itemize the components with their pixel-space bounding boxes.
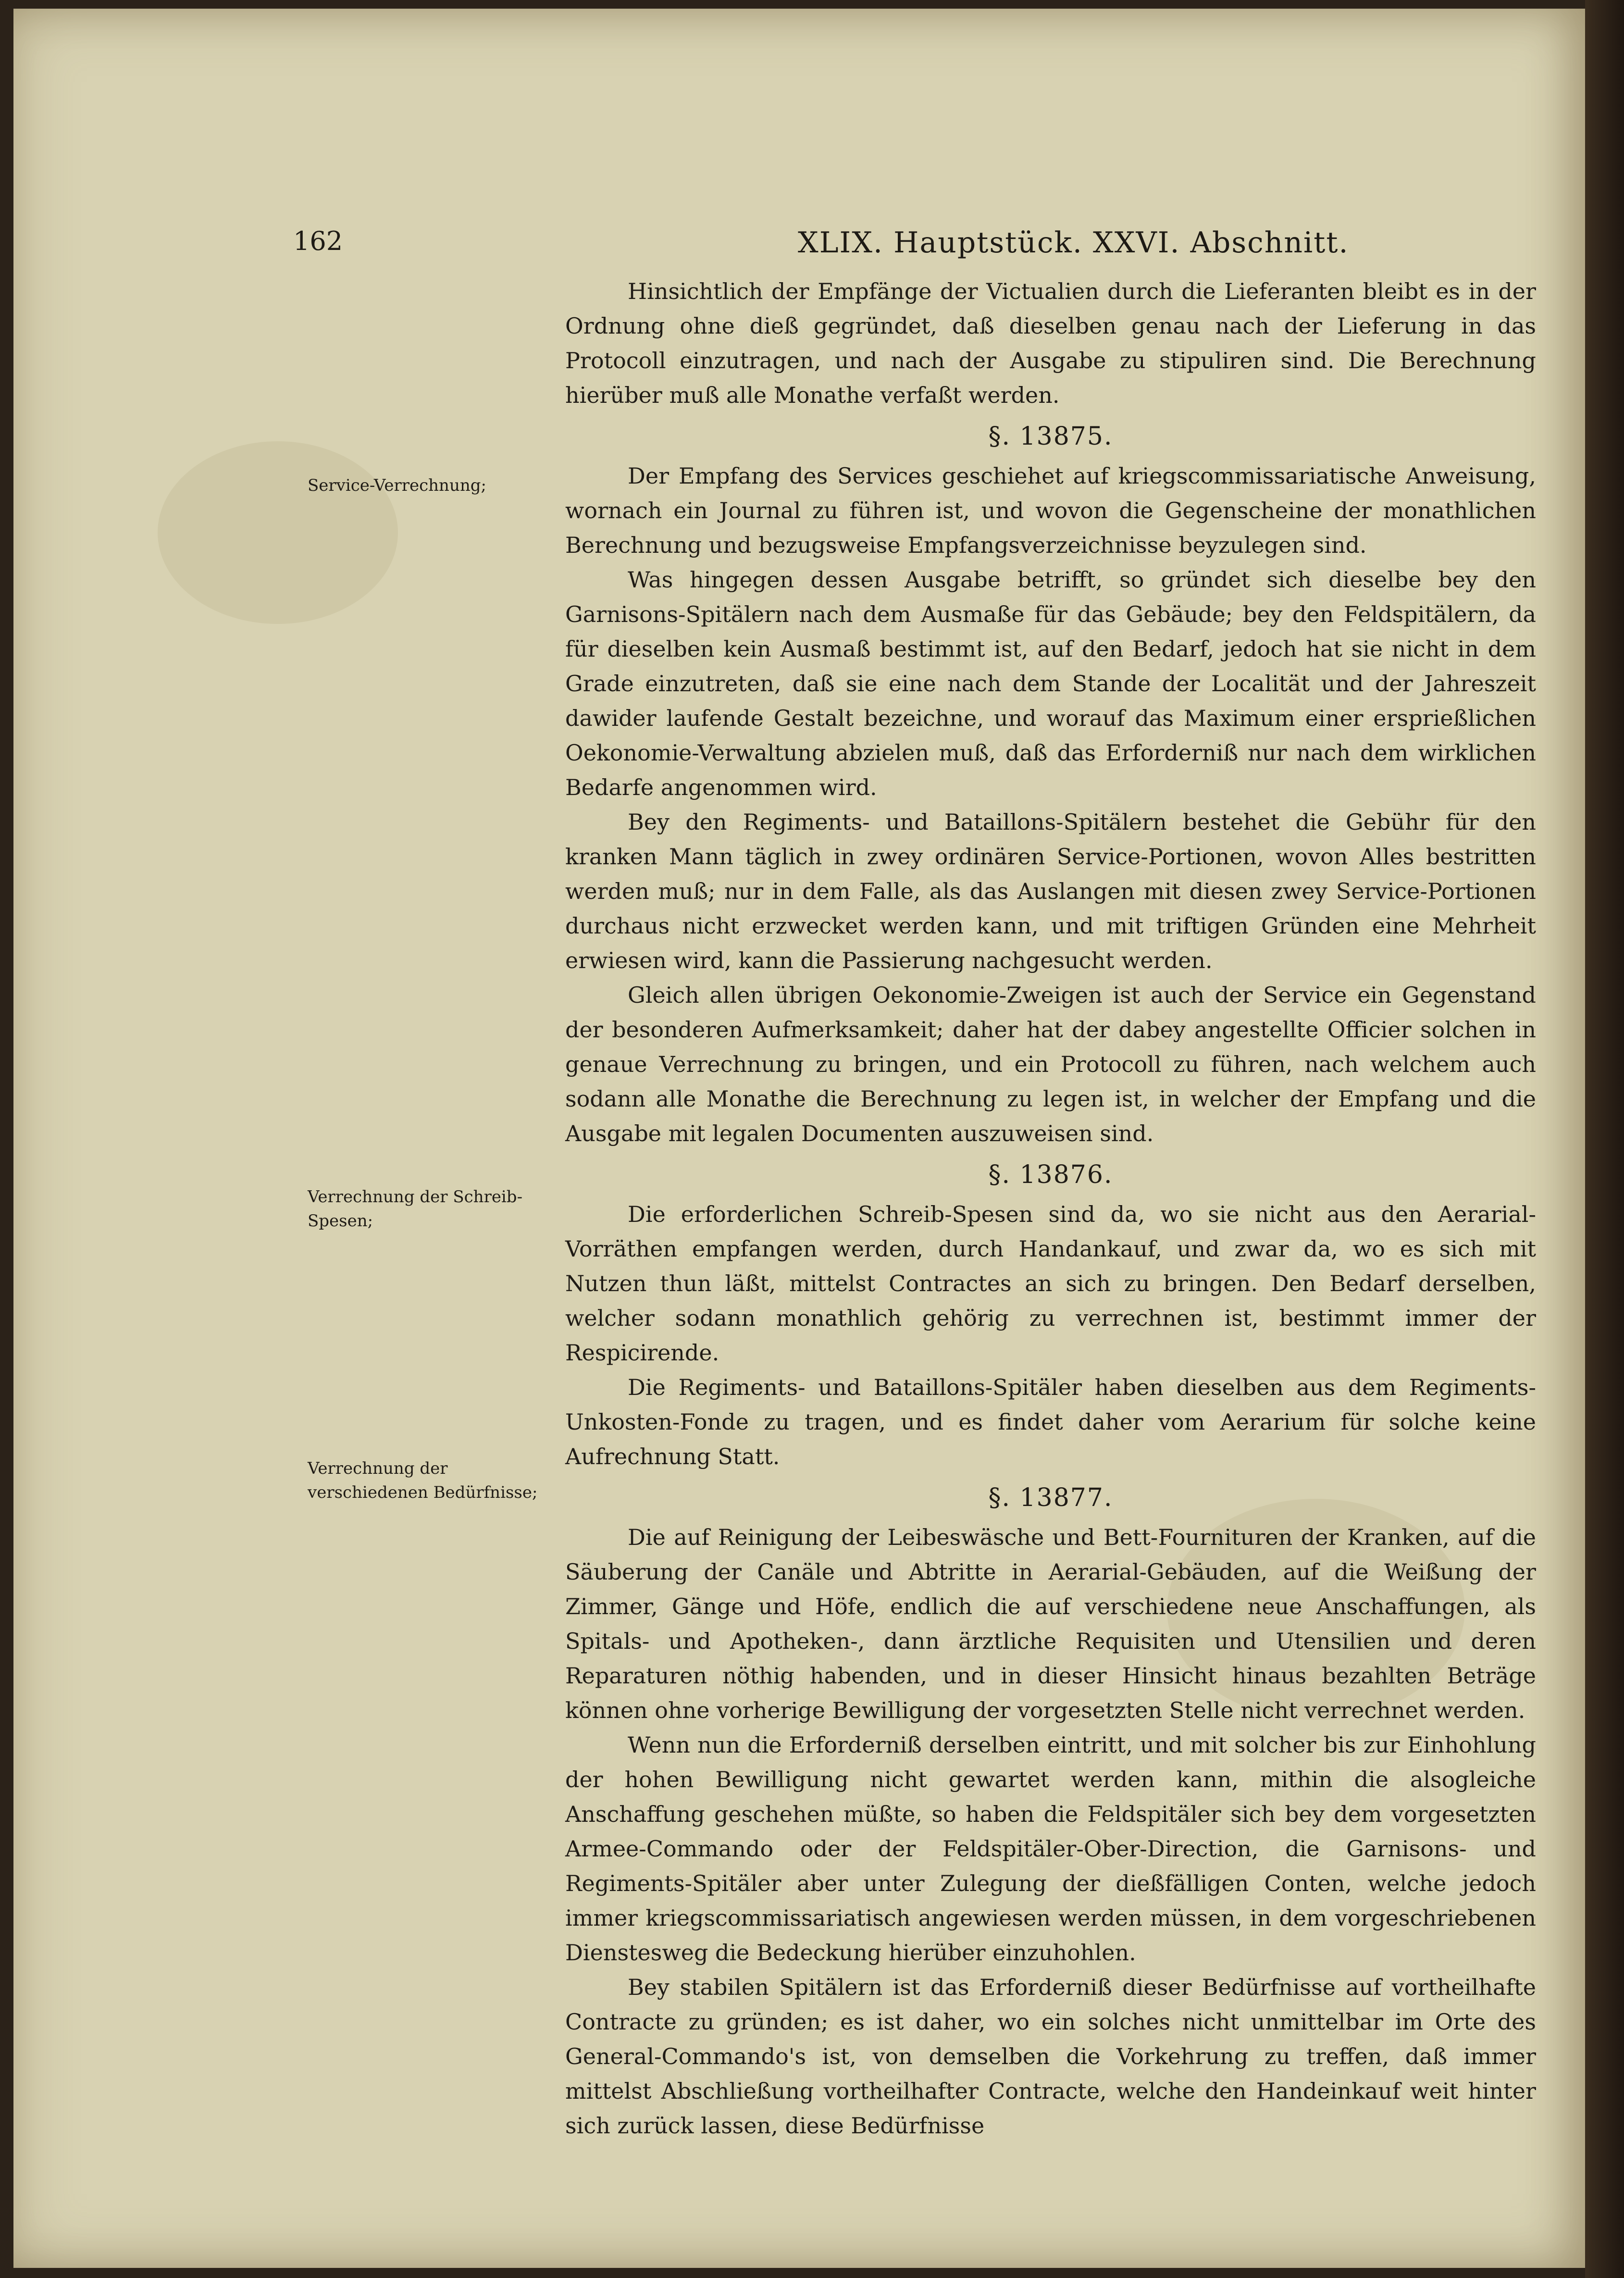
paragraph: Wenn nun die Erforderniß derselben eintritt, und mit solcher bis zur Einhohlung der hohen Bewilligung nicht gewartet werden kann, mithin die alsogleiche Anschaffung geschehen müßte, so haben die Feldspitäler sich bey dem vorgesetzten Armee-Commando oder der Feldspitäler-Ober-Direction, die Garnisons- und Regiments-Spitäler aber unter Zulegung der dießfälligen Conten, welche jedoch immer kriegscommissariatisch angewiesen werden müssen, in dem vorgeschriebenen Dienstesweg die Bedeckung hierüber einzuhohlen. [565,1732,1536,1966]
paragraph: Was hingegen dessen Ausgabe betrifft, so gründet sich dieselbe bey den Garnisons-Spitälern nach dem Ausmaße für das Gebäude; bey den Feldspitälern, da für dieselben kein Ausmaß bestimmt ist, auf den Bedarf, jedoch hat sie nicht in dem Grade einzutreten, daß sie eine nach dem Stande der Localität und der Jahreszeit dawider laufende Gestalt bezeichne, und worauf das Maximum einer ersprießlichen Oekonomie-Verwaltung abzielen muß, daß das Erforderniß nur nach dem wirklichen Bedarfe angenommen wird. [565,567,1536,800]
main-text-column [565,274,1536,2143]
paragraph: Die erforderlichen Schreib-Spesen sind da, wo sie nicht aus den Aerarial-Vorräthen empfangen werden, durch Handankauf, und zwar da, wo es sich mit Nutzen thun läßt, mittelst Contractes an sich zu bringen. Den Bedarf derselben, welcher sodann monathlich gehörig zu verrechnen ist, bestimmt immer der Respicirende. [565,1201,1536,1366]
section-number: §. 13877. [988,1483,1113,1512]
paragraph: Die Regiments- und Bataillons-Spitäler haben dieselben aus dem Regiments-Unkosten-Fonde zu tragen, und es findet daher vom Aerarium für solche keine Aufrechnung Statt. [565,1374,1536,1469]
section-number: §. 13875. [988,422,1113,451]
paragraph: Die auf Reinigung der Leibeswäsche und Bett-Fournituren der Kranken, auf die Säuberung der Canäle und Abtritte in Aerarial-Gebäuden, auf die Weißung der Zimmer, Gänge und Höfe, endlich die auf verschiedene neue Anschaffungen, als Spitals- und Apotheken-, dann ärztliche Requisiten und Utensilien und deren Reparaturen nöthig habenden, und in dieser Hinsicht hinaus bezahlten Beträge können ohne vorherige Bewilligung der vorgesetzten Stelle nicht verrechnet werden. [565,1524,1536,1723]
intro-paragraph: Hinsichtlich der Empfänge der Victualien durch die Lieferanten bleibt es in der Ordnung ohne dieß gegründet, daß dieselben genau nach der Lieferung in das Protocoll einzutragen, und nach der Ausgabe zu stipuliren sind. Die Berechnung hierüber muß alle Monathe verfaßt werden. [565,278,1536,408]
paragraph: Bey den Regiments- und Bataillons-Spitälern bestehet die Gebühr für den kranken Mann täglich in zwey ordinären Service-Portionen, wovon Alles bestritten werden muß; nur in dem Falle, als das Auslangen mit diesen zwey Service-Portionen durchaus nicht erzwecket werden kann, und mit triftigen Gründen eine Mehrheit erwiesen wird, kann die Passierung nachgesucht werden. [565,809,1536,973]
page-header [293,226,1533,260]
paragraph: Der Empfang des Services geschiehet auf kriegscommissariatische Anweisung, wornach ein Journal zu führen ist, und wovon die Gegenscheine der monathlichen Berechnung und bezugsweise Empfangsverzeichnisse beyzulegen sind. [565,463,1536,558]
running-head: XLIX. Hauptstück. XXVI. Abschnitt. [798,226,1349,260]
book-spine [1585,0,1624,2278]
page-number: 162 [293,226,343,256]
paragraph: Gleich allen übrigen Oekonomie-Zweigen ist auch der Service ein Gegenstand der besonderen Aufmerksamkeit; daher hat der dabey angestellte Officier solchen in genaue Verrechnung zu bringen, und ein Protocoll zu führen, nach welchem auch sodann alle Monathe die Berechnung zu legen ist, in welcher der Empfang und die Ausgabe mit legalen Documenten auszuweisen sind. [565,982,1536,1146]
paper-stain [158,441,398,624]
margin-note-service: Service-Verrechnung; [308,476,486,495]
paragraph: Bey stabilen Spitälern ist das Erforderniß dieser Bedürfnisse auf vortheilhafte Contracte zu gründen; es ist daher, wo ein solches nicht unmittelbar im Orte des General-Commando's ist, von demselben die Vorkehrung zu treffen, daß immer mittelst Abschließung vortheilhafter Contracte, welche den Handeinkauf weit hinter sich zurück lassen, diese Bedürfnisse [565,1974,1536,2139]
margin-note-beduerfnisse: Verrechnung der verschiedenen Bedürfnisse; [308,1459,538,1502]
section-number: §. 13876. [988,1160,1113,1189]
margin-note-schreib-spesen: Verrechnung der Schreib-Spesen; [308,1187,523,1231]
